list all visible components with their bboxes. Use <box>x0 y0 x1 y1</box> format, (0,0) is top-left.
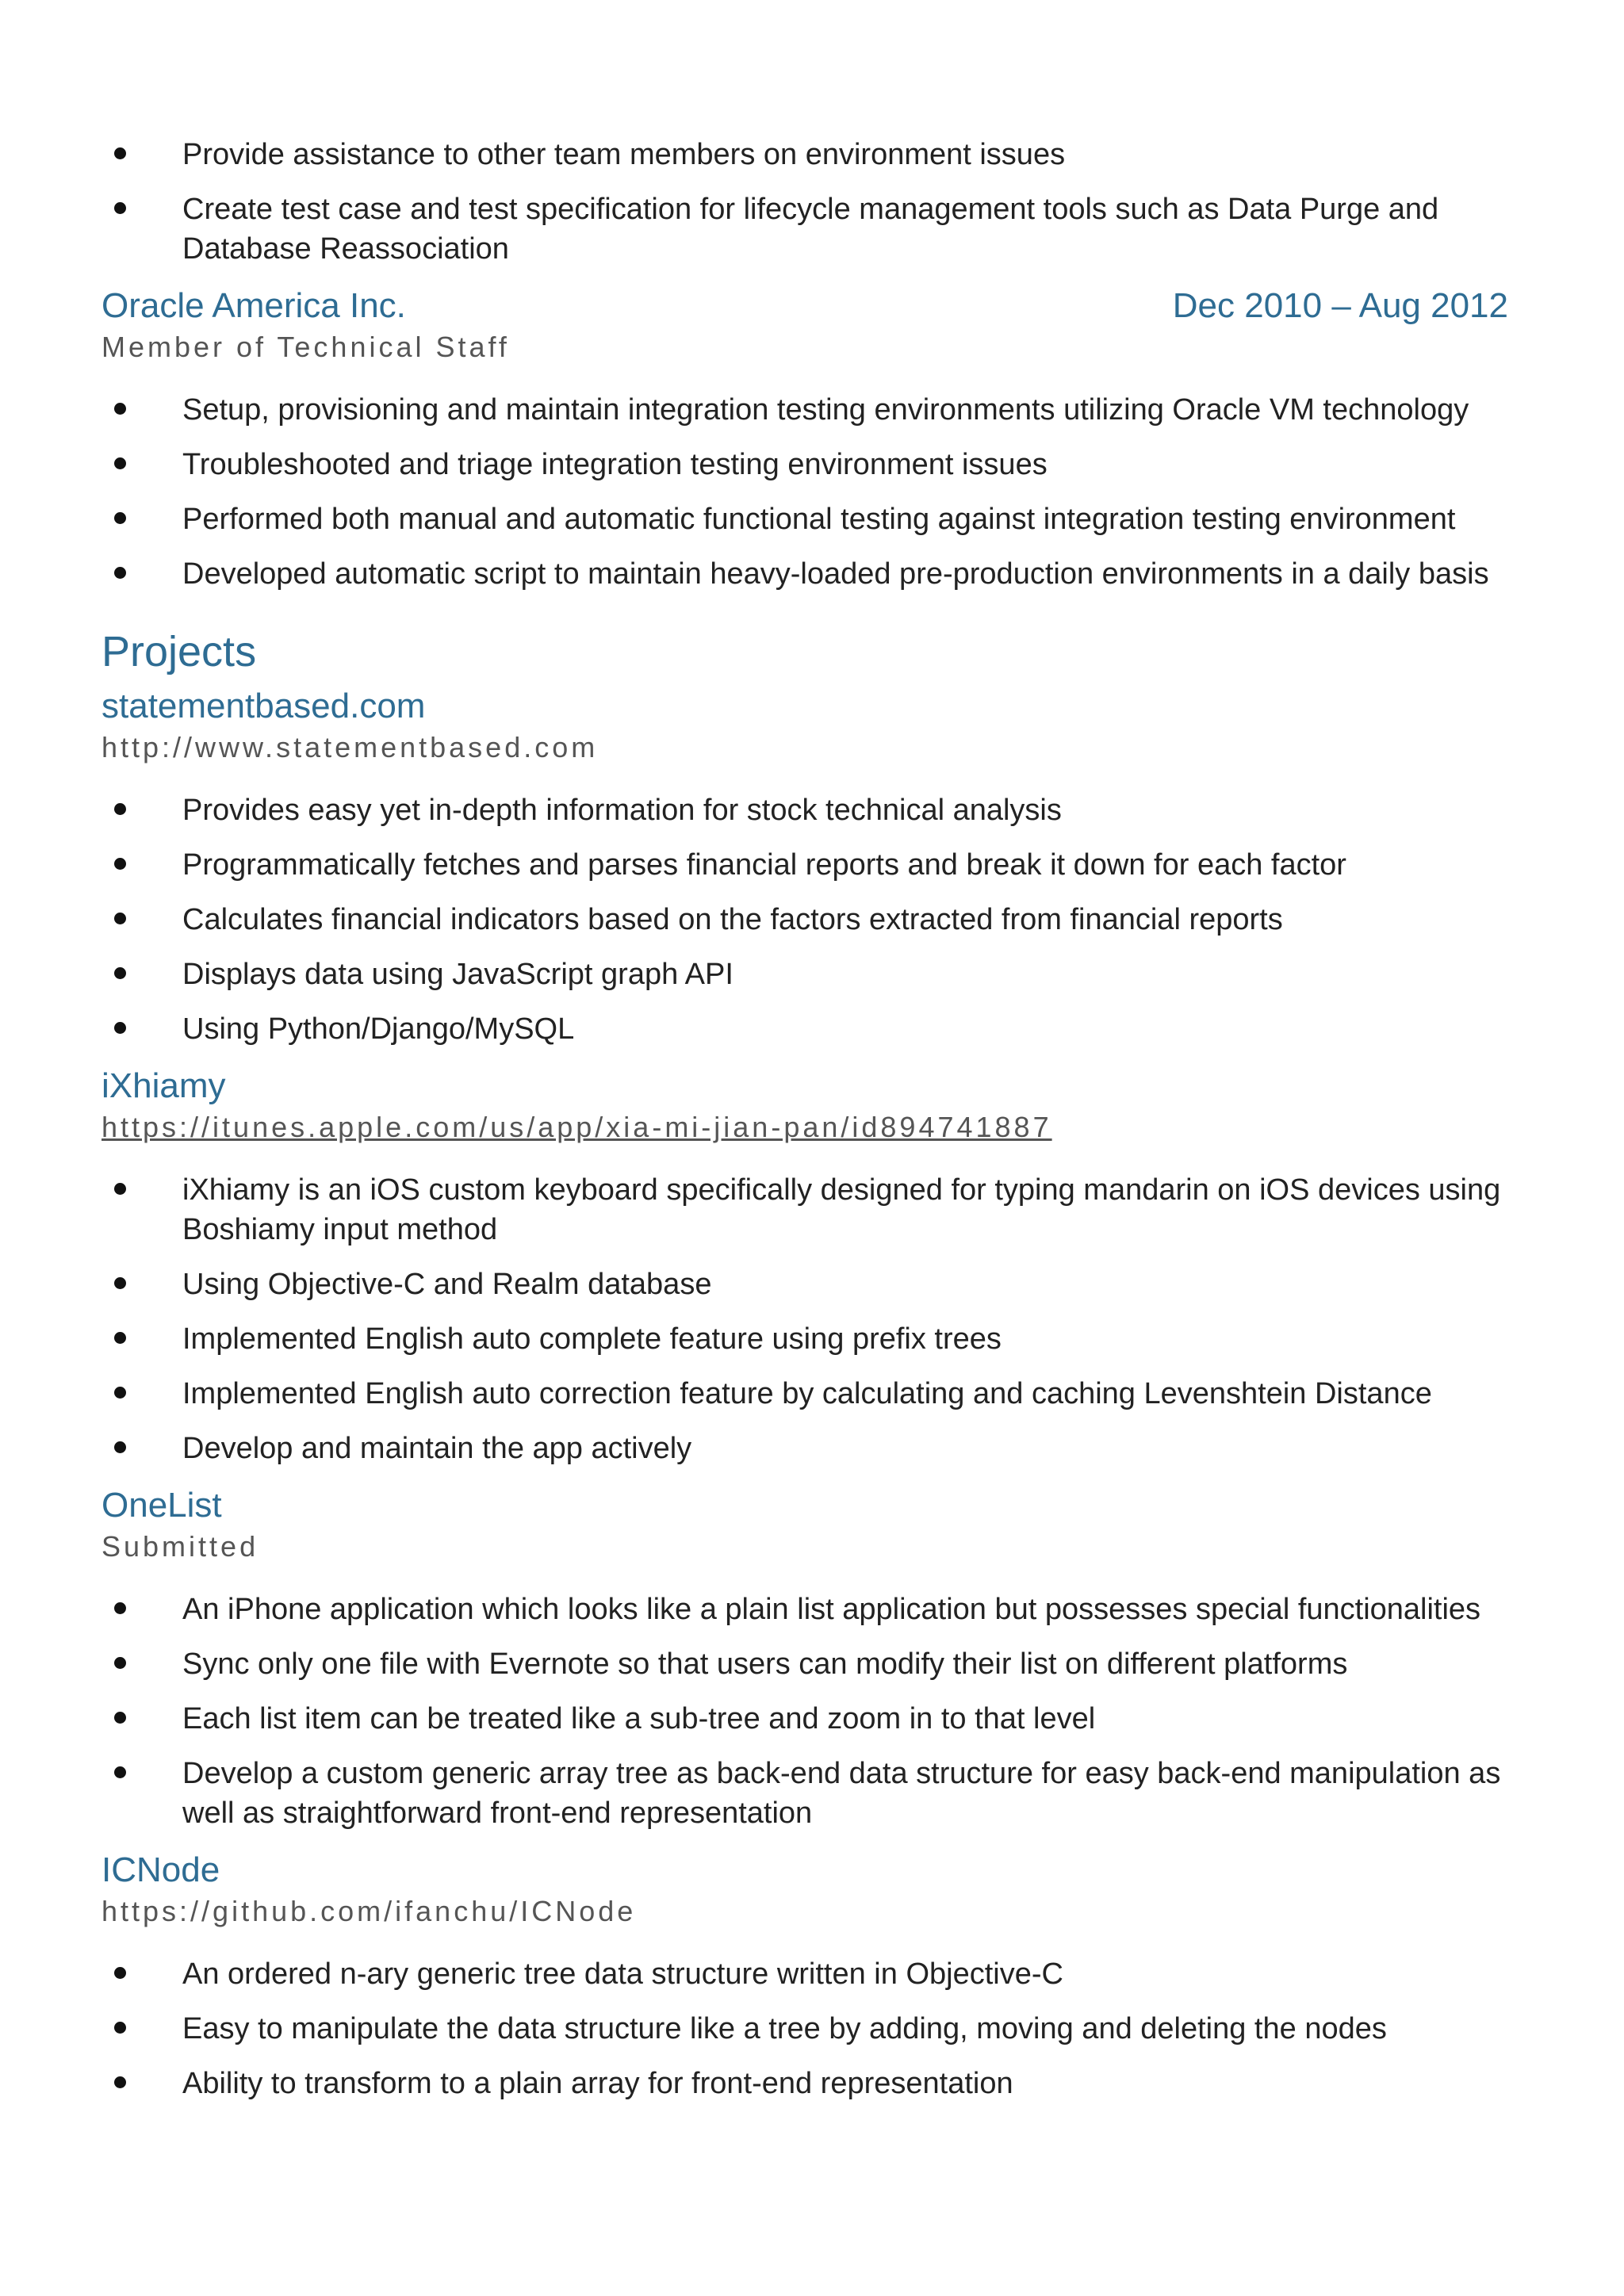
bullet-item: Sync only one file with Evernote so that users can modify their list on different platforms <box>102 1644 1529 1684</box>
company-name: Oracle America Inc. <box>102 286 406 325</box>
project-title: ICNode <box>102 1850 220 1889</box>
bullet-item: Displays data using JavaScript graph API <box>102 955 1529 994</box>
job-bullet-list <box>102 390 1529 594</box>
project-bullet-list <box>102 1590 1529 1833</box>
bullet-item: Calculates financial indicators based on the factors extracted from financial reports <box>102 900 1529 939</box>
bullet-item: Easy to manipulate the data structure like a tree by adding, moving and deleting the nodes <box>102 2009 1529 2049</box>
previous-job-bullet-list <box>102 135 1529 269</box>
bullet-item: Performed both manual and automatic functional testing against integration testing environment <box>102 499 1529 539</box>
project-bullet-list <box>102 1170 1529 1468</box>
bullet-item: Develop a custom generic array tree as back-end data structure for easy back-end manipulation as well as straightforward front-end representation <box>102 1754 1529 1833</box>
bullet-item: Implemented English auto correction feature by calculating and caching Levenshtein Distance <box>102 1374 1529 1414</box>
bullet-item: Troubleshooted and triage integration testing environment issues <box>102 445 1529 484</box>
bullet-item: Using Python/Django/MySQL <box>102 1009 1529 1049</box>
job-role: Member of Technical Staff <box>102 331 510 363</box>
project-title: iXhiamy <box>102 1066 226 1105</box>
project-link[interactable]: https://itunes.apple.com/us/app/xia-mi-jian-pan/id894741887 <box>102 1111 1052 1143</box>
bullet-item: Ability to transform to a plain array for front-end representation <box>102 2064 1529 2103</box>
project-url: https://github.com/ifanchu/ICNode <box>102 1895 637 1927</box>
job-header <box>102 284 1529 328</box>
bullet-item: An iPhone application which looks like a plain list application but possesses special functionalities <box>102 1590 1529 1629</box>
project-bullet-list <box>102 1954 1529 2103</box>
bullet-item: Develop and maintain the app actively <box>102 1429 1529 1468</box>
section-heading-projects: Projects <box>102 628 257 675</box>
project-bullet-list <box>102 790 1529 1049</box>
bullet-item: Create test case and test specification for lifecycle management tools such as Data Purge and Database Reassociation <box>102 189 1529 269</box>
bullet-item: Using Objective-C and Realm database <box>102 1265 1529 1304</box>
bullet-item: An ordered n-ary generic tree data structure written in Objective-C <box>102 1954 1529 1994</box>
project-title: OneList <box>102 1486 222 1525</box>
bullet-item: Provide assistance to other team members on environment issues <box>102 135 1529 174</box>
bullet-item: Provides easy yet in-depth information for stock technical analysis <box>102 790 1529 830</box>
job-dates: Dec 2010 – Aug 2012 <box>1172 286 1508 325</box>
project-status: Submitted <box>102 1530 259 1563</box>
bullet-item: Setup, provisioning and maintain integration testing environments utilizing Oracle VM technology <box>102 390 1529 430</box>
project-title: statementbased.com <box>102 687 426 725</box>
bullet-item: Implemented English auto complete feature using prefix trees <box>102 1319 1529 1359</box>
bullet-item: Programmatically fetches and parses financial reports and break it down for each factor <box>102 845 1529 885</box>
project-url: http://www.statementbased.com <box>102 731 599 763</box>
bullet-item: Developed automatic script to maintain heavy-loaded pre-production environments in a daily basis <box>102 554 1529 594</box>
bullet-item: Each list item can be treated like a sub-tree and zoom in to that level <box>102 1699 1529 1739</box>
bullet-item: iXhiamy is an iOS custom keyboard specifically designed for typing mandarin on iOS devices using Boshiamy input method <box>102 1170 1529 1249</box>
